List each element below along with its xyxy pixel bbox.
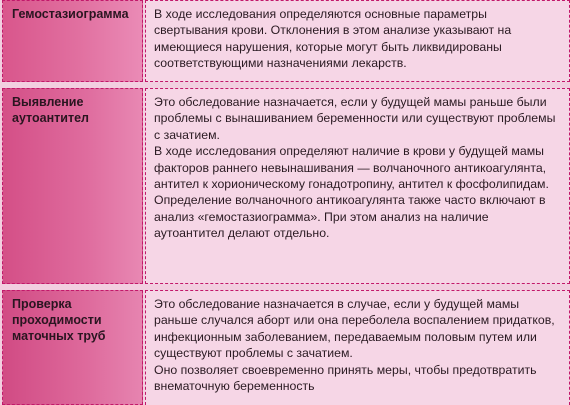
table-row bbox=[0, 88, 570, 284]
test-name-cell bbox=[2, 88, 143, 284]
description-paragraph: Это обследование назначается, если у будущей мамы раньше были проблемы с вынашиванием беременности или существуют проблемы с зачатием. bbox=[154, 95, 556, 142]
test-name: Гемостазиограмма bbox=[12, 7, 129, 21]
description-paragraph: Определение волчаночного антикоагулянта также часто включают в анализ «гемостазиограмма». При этом анализ на наличие аутоантител делают отдельно. bbox=[154, 193, 546, 241]
test-name: Выявление аутоантител bbox=[12, 95, 89, 125]
description-paragraph: Это обследование назначается в случае, если у будущей мамы раньше случался аборт или она переболела воспалением придатков, инфекционным заболеванием, передаваемым половым путем или существуют проблемы с зачатием. bbox=[154, 297, 555, 361]
table-row bbox=[0, 0, 570, 82]
test-name: Проверка проходимости маточных труб bbox=[12, 297, 106, 343]
test-description-cell bbox=[145, 290, 570, 405]
test-name-cell bbox=[2, 0, 143, 82]
test-name-cell bbox=[2, 290, 143, 405]
test-description-cell bbox=[145, 0, 570, 82]
description-paragraph: В ходе исследования определяются основные параметры свертывания крови. Отклонения в этом анализе указывают на имеющиеся нарушения, которые могут быть ликвидированы соответствующими назначениями лекарств. bbox=[154, 7, 512, 71]
description-paragraph: Оно позволяет своевременно принять меры, чтобы предотвратить внематочную беременность bbox=[154, 362, 537, 394]
description-paragraph: В ходе исследования определяют наличие в крови у будущей мамы факторов раннего невынашивания — волчаночного антикоагулянта, антител к хорионическому гонадотропину, антител к фосфолипидам. bbox=[154, 144, 549, 192]
test-description-cell bbox=[145, 88, 570, 284]
table-row bbox=[0, 290, 570, 405]
